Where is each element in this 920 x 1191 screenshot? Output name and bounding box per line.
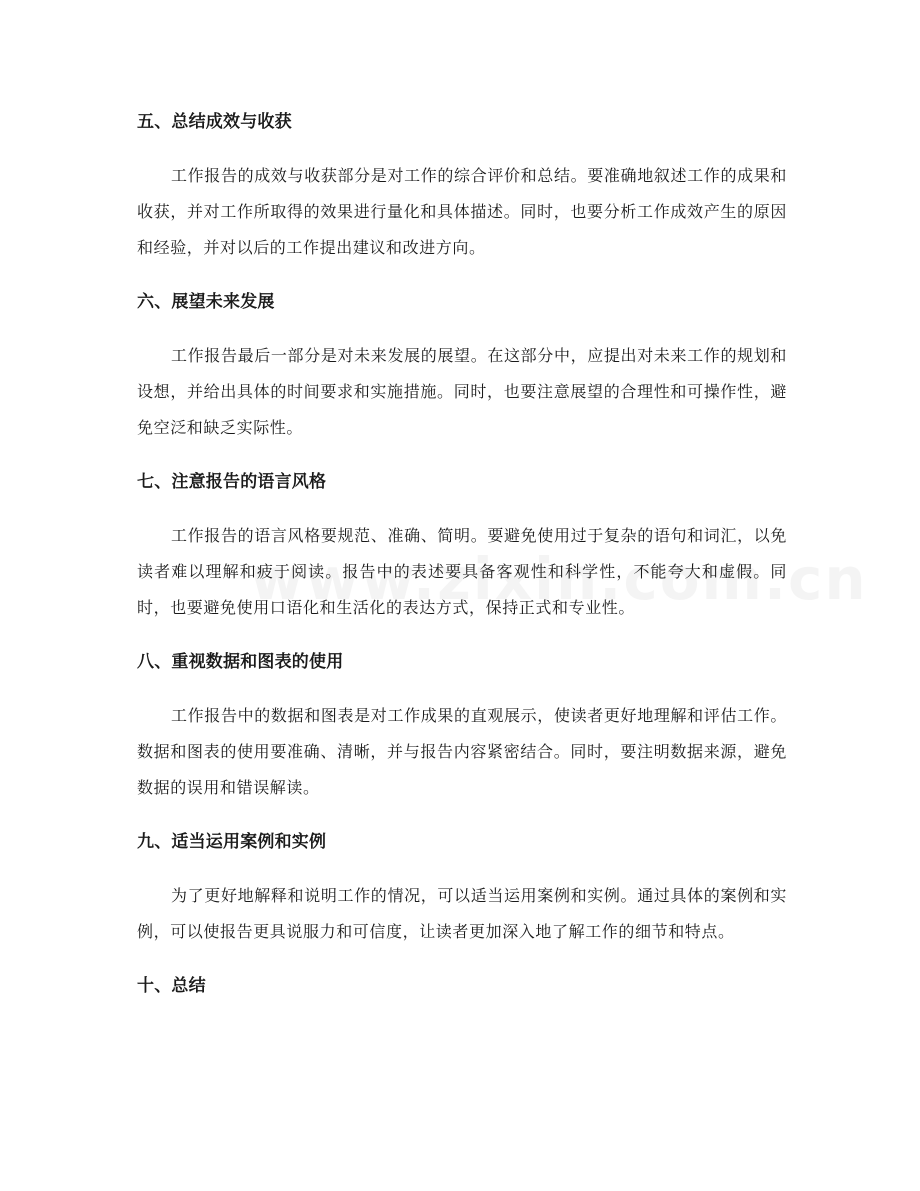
section-paragraph: 工作报告最后一部分是对未来发展的展望。在这部分中，应提出对未来工作的规划和设想，并给出具体的时间要求和实施措施。同时，也要注意展望的合理性和可操作性，避免空泛和缺乏实际性。 [137,346,787,437]
section-heading: 十、总结 [137,976,206,996]
section-heading: 七、注意报告的语言风格 [137,472,327,492]
section-heading: 六、展望未来发展 [137,292,275,312]
section-heading: 八、重视数据和图表的使用 [137,652,344,672]
section-6 [137,286,787,446]
section-9 [137,826,787,950]
section-10 [137,970,787,1002]
section-paragraph: 工作报告中的数据和图表是对工作成果的直观展示，使读者更好地理解和评估工作。数据和图表的使用要准确、清晰，并与报告内容紧密结合。同时，要注明数据来源，避免数据的误用和错误解读。 [137,706,787,797]
section-paragraph: 工作报告的语言风格要规范、准确、简明。要避免使用过于复杂的语句和词汇，以免读者难以理解和疲于阅读。报告中的表述要具备客观性和科学性，不能夸大和虚假。同时，也要避免使用口语化和生活化的表达方式，保持正式和专业性。 [137,526,787,617]
document-body [137,106,787,1022]
section-paragraph: 工作报告的成效与收获部分是对工作的综合评价和总结。要准确地叙述工作的成果和收获，并对工作所取得的效果进行量化和具体描述。同时，也要分析工作成效产生的原因和经验，并对以后的工作提出建议和改进方向。 [137,166,787,257]
section-heading: 五、总结成效与收获 [137,112,292,132]
section-5 [137,106,787,266]
section-7 [137,466,787,626]
section-heading: 九、适当运用案例和实例 [137,832,327,852]
section-8 [137,646,787,806]
section-paragraph: 为了更好地解释和说明工作的情况，可以适当运用案例和实例。通过具体的案例和实例，可以使报告更具说服力和可信度，让读者更加深入地了解工作的细节和特点。 [137,886,787,941]
